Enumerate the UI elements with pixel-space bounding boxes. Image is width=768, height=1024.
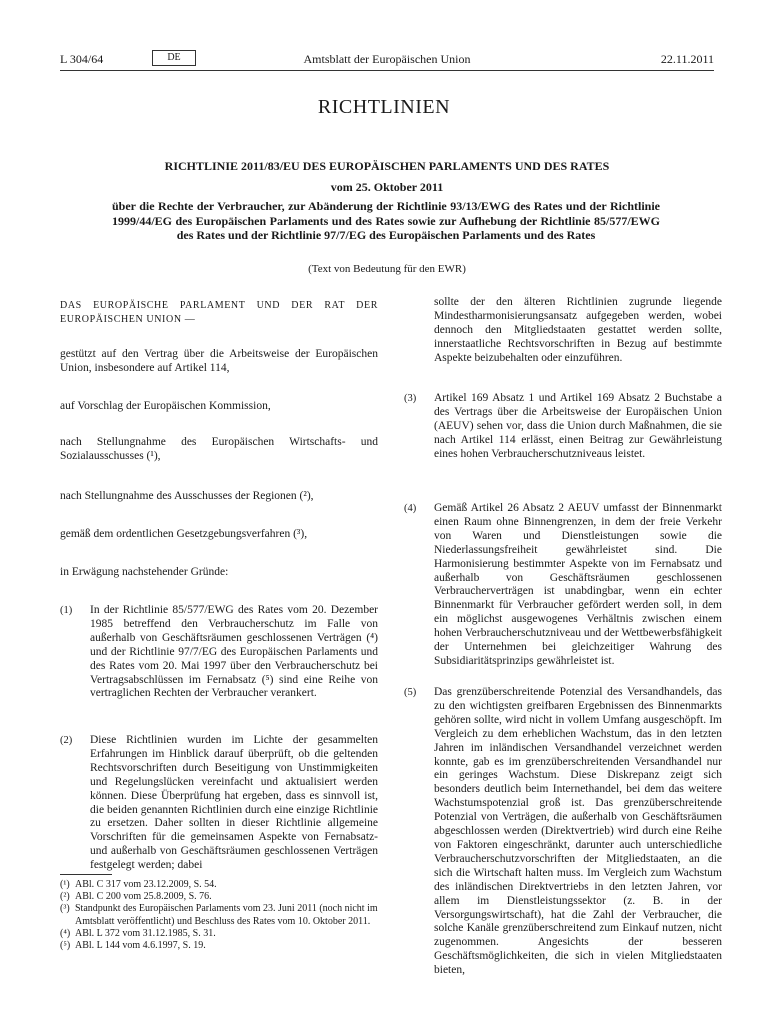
journal-header — [60, 49, 714, 69]
recital-number: (5) — [404, 687, 417, 698]
recital-text: Artikel 169 Absatz 1 und Artikel 169 Absatz 2 Buchstabe a des Vertrags über die Arbeitsweise der Europäischen Union (AEUV) sehen vor, dass die Union durch Maßnahmen, die sie nach Artikel 114 erlässt, einen Beitrag zur Gewährleistung eines hohen Verbraucherschutzniveaus leistet. — [434, 392, 722, 460]
journal-title: Amtsblatt der Europäischen Union — [303, 52, 471, 66]
recital-number: (3) — [404, 393, 417, 404]
footnote-divider — [60, 874, 112, 875]
footnote — [60, 903, 378, 927]
footnote — [60, 940, 378, 952]
directive-title: RICHTLINIE 2011/83/EU DES EUROPÄISCHEN PARLAMENTS UND DES RATES — [164, 159, 610, 173]
footnotes — [60, 879, 378, 952]
citation: gemäß dem ordentlichen Gesetzgebungsverfahren (³), — [60, 528, 308, 540]
directive-date: vom 25. Oktober 2011 — [330, 180, 444, 194]
preamble-intro: DAS EUROPÄISCHE PARLAMENT UND DER RAT DER EUROPÄISCHEN UNION — — [60, 300, 378, 325]
recital-text: sollte der den älteren Richtlinien zugrunde liegende Mindestharmonisierungsansatz aufgegeben werden, wobei dennoch den Mitgliedstaaten gestattet werden sollte, innerstaatliche Rechtsvorschriften in Bezug auf bestimmte Aspekte beizubehalten oder einzuführen. — [434, 296, 722, 364]
footnote-text: ABl. C 317 vom 23.12.2009, S. 54. — [75, 879, 217, 890]
section-title: RICHTLINIEN — [317, 96, 451, 118]
footnote-number: (¹) — [60, 879, 70, 890]
header-divider — [60, 70, 714, 71]
recital-text: In der Richtlinie 85/577/EWG des Rates vom 20. Dezember 1985 betreffend den Verbraucherschutz im Falle von außerhalb von Geschäftsräumen geschlossenen Verträgen (⁴) und der Richtlinie 97/7/EG des Europäischen Parlaments und des Rates vom 20. Mai 1997 über den Verbraucherschutz bei Vertragsabschlüssen im Fernabsatz (⁵) sind eine Reihe von vertraglichen Rechten der Verbraucher verankert. — [90, 604, 378, 700]
recital-number: (1) — [60, 605, 73, 616]
publication-date: 22.11.2011 — [660, 52, 714, 66]
citation: gestützt auf den Vertrag über die Arbeitsweise der Europäischen Union, insbesondere auf Artikel 114, — [60, 348, 378, 374]
footnote-number: (³) — [60, 903, 70, 915]
citation: auf Vorschlag der Europäischen Kommission, — [60, 400, 271, 412]
footnote-text: Standpunkt des Europäischen Parlaments vom 23. Juni 2011 (noch nicht im Amtsblatt veröffentlicht) und Beschluss des Rates vom 10. Oktober 2011. — [75, 903, 378, 927]
page-reference: L 304/64 — [60, 52, 104, 66]
citation: nach Stellungnahme des Europäischen Wirtschafts- und Sozialausschusses (¹), — [60, 436, 378, 462]
footnote-number: (⁵) — [60, 940, 71, 952]
citation: in Erwägung nachstehender Gründe: — [60, 566, 229, 578]
footnote-text: ABl. L 144 vom 4.6.1997, S. 19. — [75, 940, 206, 952]
footnote-number: (²) — [60, 891, 70, 903]
footnote-text: ABl. L 372 vom 31.12.1985, S. 31. — [75, 927, 216, 939]
language-badge: DE — [152, 50, 196, 66]
recital-text: Diese Richtlinien wurden im Lichte der gesammelten Erfahrungen im Hinblick darauf überprüft, ob die geltenden Rechtsvorschriften durch Beseitigung von Unstimmigkeiten und Regelungslücken vereinfacht und aktualisiert werden können. Diese Überprüfung hat ergeben, dass es sinnvoll ist, die beiden genannten Richtlinien durch eine einzige Richtlinie zu ersetzen. Daher sollten in dieser Richtlinie allgemeine Vorschriften für die gemeinsamen Aspekte von Fernabsatz- und außerhalb von Geschäftsräumen geschlossenen Verträgen festgelegt werden; dabei — [90, 734, 378, 872]
footnote — [60, 928, 378, 940]
recital-number: (4) — [404, 503, 417, 514]
recital-number: (2) — [60, 735, 73, 746]
footnote — [60, 891, 378, 903]
citation: nach Stellungnahme des Ausschusses der Regionen (²), — [60, 490, 314, 502]
recital-text: Das grenzüberschreitende Potenzial des Versandhandels, das zu den wichtigsten greifbaren Ergebnissen des Binnenmarkts gehören sollte, wird nicht in vollem Umfang ausgeschöpft. Im Vergleich zu dem erheblichen Wachstum, das in den letzten Jahren im inländischen Versandhandel verzeichnet werden konnte, gab es im grenzüberschreitenden Versandhandel nur ein geringes Wachstum. Diese Diskrepanz zeigt sich besonders deutlich beim Internethandel, bei dem das weitere Wachstumspotenzial groß ist. Das grenzüberschreitende Potenzial von Verträgen, die außerhalb von Geschäftsräumen abgeschlossen werden (Direktvertrieb) wird durch eine Reihe von Faktoren eingeschränkt, darunter auch unterschiedliche Verbraucherschutzvorschriften der Mitgliedstaaten, an die sich die Wirtschaft halten muss. Im Vergleich zum Wachstum des inländischen Direktvertriebs in den letzten Jahren, vor allem im Dienstleistungssektor (z. B. in der Versorgungswirtschaft), hat die Zahl der Verbraucher, die solche Kanäle grenzüberschreitend zum Einkauf nutzen, nicht zugenommen. Angesichts der besseren Geschäftsmöglichkeiten, die sich in vielen Mitgliedstaaten bieten, — [434, 686, 722, 977]
footnote-text: ABl. C 200 vom 25.8.2009, S. 76. — [75, 891, 212, 903]
footnote-number: (⁴) — [60, 927, 71, 939]
directive-subject: über die Rechte der Verbraucher, zur Abänderung der Richtlinie 93/13/EWG des Rates und der Richtlinie 1999/44/EG des Europäischen Parlaments und des Rates sowie zur Aufhebung der Richtlinie 85/577/EWG des Rates und der Richtlinie 97/7/EG des Europäischen Parlaments und des Rates — [112, 199, 660, 242]
recital-text: Gemäß Artikel 26 Absatz 2 AEUV umfasst der Binnenmarkt einen Raum ohne Binnengrenzen, in dem der freie Verkehr von Waren und Dienstleistungen sowie die Niederlassungsfreiheit gewährleistet sind. Die Harmonisierung bestimmter Aspekte von im Fernabsatz und außerhalb von Geschäftsräumen geschlossenen Verbraucherverträgen ist unabdingbar, wenn ein echter Binnenmarkt für Verbraucher gefördert werden soll, in dem ein möglichst ausgewogenes Verhältnis zwischen einem hohen Verbraucherschutzniveau und der Wettbewerbsfähigkeit der Unternehmen bei gleichzeitiger Wahrung des Subsidiaritätsprinzips gewährleistet ist. — [434, 502, 722, 667]
eea-relevance-note: (Text von Bedeutung für den EWR) — [308, 263, 466, 275]
footnote — [60, 879, 378, 891]
